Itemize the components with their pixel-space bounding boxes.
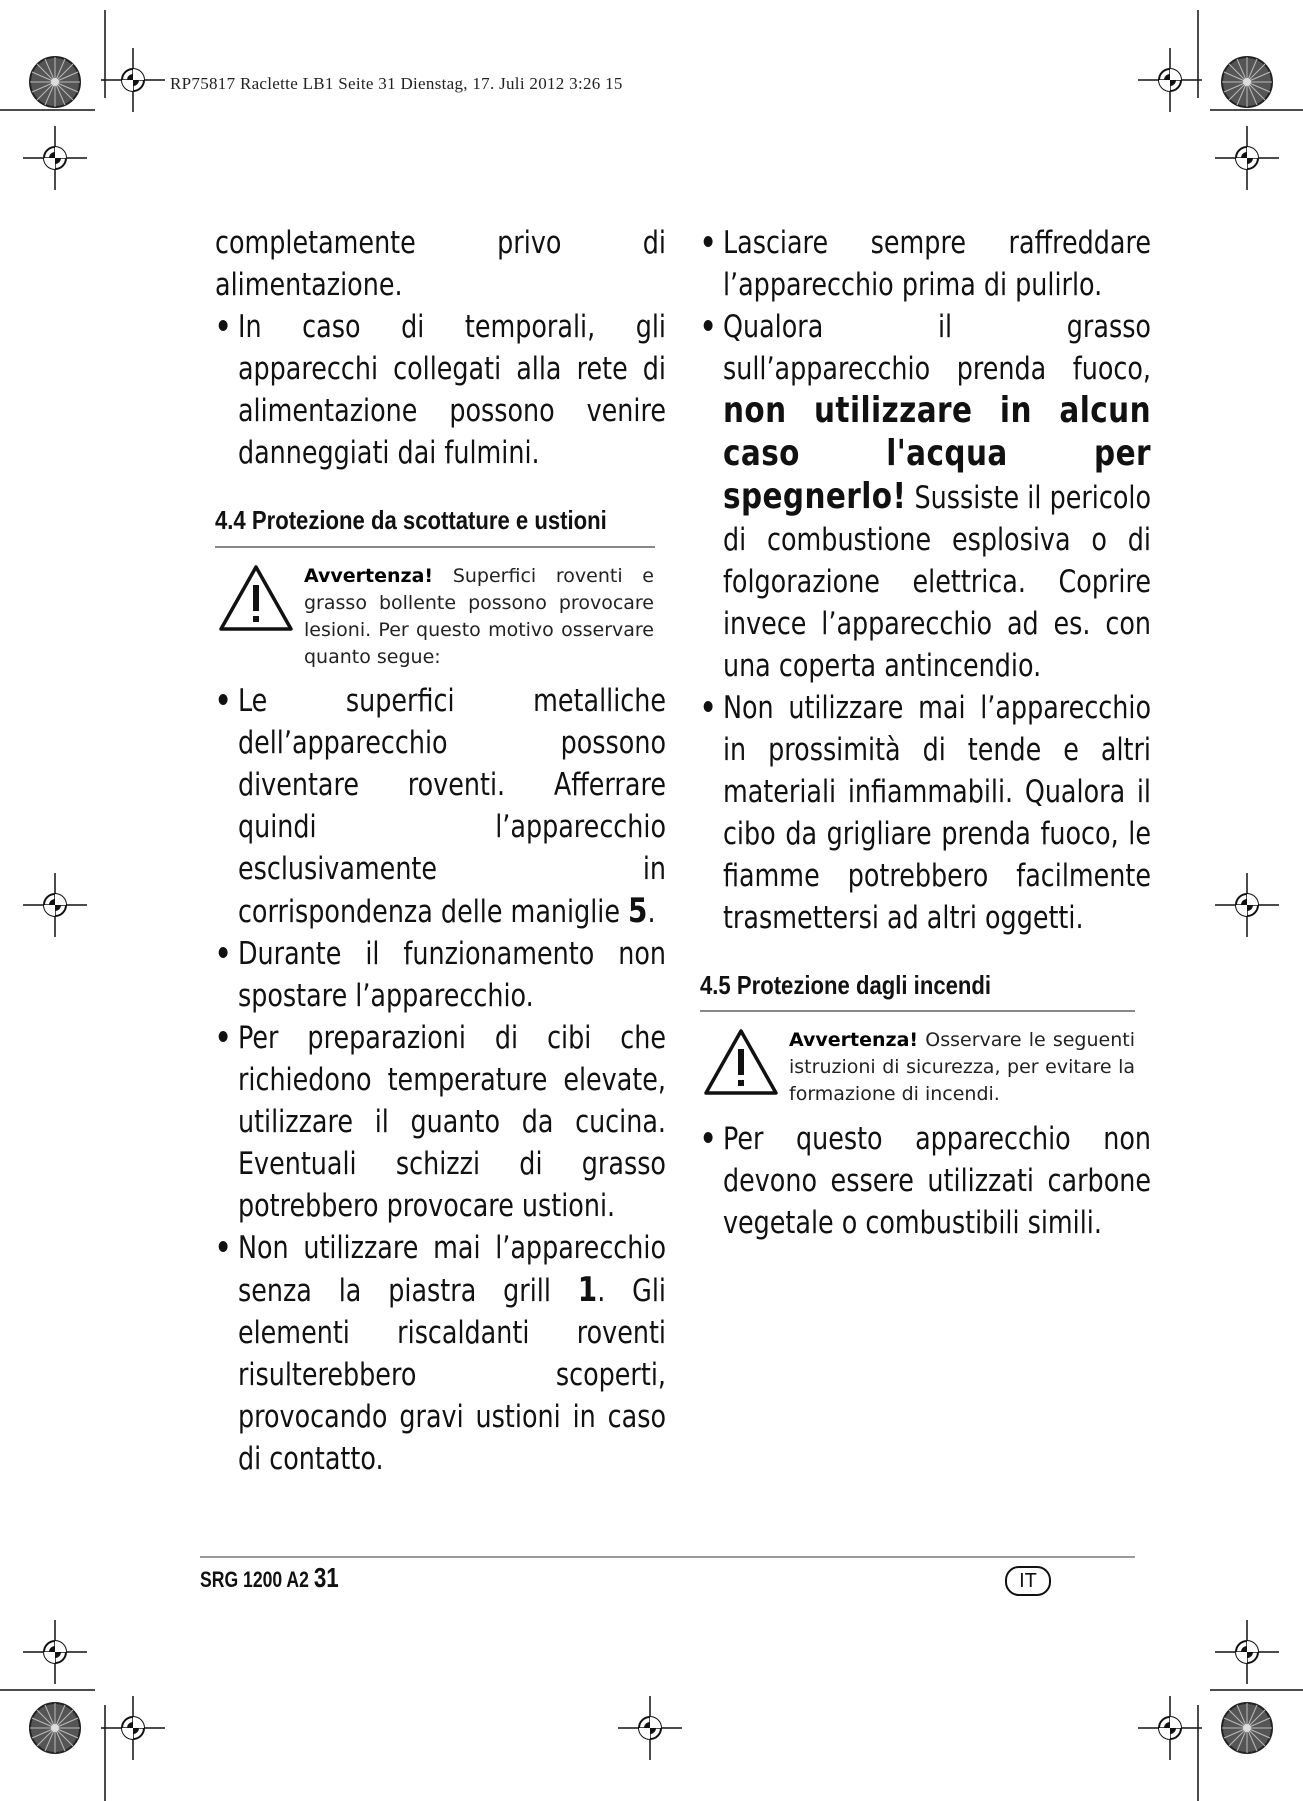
section-heading-4-4: 4.4 Protezione da scottature e ustioni xyxy=(215,505,607,535)
list-item-text: Non utilizzare mai l’apparecchio senza la piastra grill xyxy=(237,1230,666,1309)
list-item-text: Qualora il grasso sull’apparecchio prenda fuoco, xyxy=(722,309,1151,387)
list-item-text: Per preparazioni di cibi che richiedono temperature elevate, utilizzare il guanto da cucina. Eventuali schizzi di grasso potrebbero provocare ustioni. xyxy=(237,1020,666,1224)
footer-rule xyxy=(200,1556,1135,1558)
list-item-text-end: . xyxy=(647,894,656,930)
print-slug: RP75817 Raclette LB1 Seite 31 Dienstag, 17. Juli 2012 3:26 15 xyxy=(170,74,623,93)
section-heading-4-5: 4.5 Protezione dagli incendi xyxy=(700,970,992,1000)
registration-mark-icon xyxy=(23,873,87,937)
list-item xyxy=(700,306,1151,687)
warning-text xyxy=(789,1027,1135,1108)
right-column xyxy=(700,222,1151,939)
bullet-icon: • xyxy=(215,1230,232,1266)
list-item xyxy=(700,222,1151,306)
page-number: 31 xyxy=(313,1562,339,1593)
right-body-lower xyxy=(700,1118,1151,1244)
registration-mark-icon xyxy=(1138,48,1202,112)
bullet-icon: • xyxy=(215,936,232,972)
bullet-icon: • xyxy=(215,1020,232,1056)
warning-triangle-icon xyxy=(703,1027,779,1097)
list-item xyxy=(215,1017,666,1227)
registration-mark-icon xyxy=(1215,126,1279,190)
registration-mark-icon xyxy=(101,1696,165,1760)
list-item-text-cont: Sussiste il pericolo di combustione esplosiva o di folgorazione elettrica. Coprire invece l’apparecchio ad es. con una coperta antincendio. xyxy=(722,480,1151,684)
registration-mark-icon xyxy=(1138,1696,1202,1760)
footer-model xyxy=(200,1562,339,1594)
model-number: SRG 1200 A2 xyxy=(200,1567,314,1592)
bullet-icon: • xyxy=(700,1121,717,1157)
part-ref-1: 1 xyxy=(577,1270,598,1310)
registration-mark-icon xyxy=(618,1696,682,1760)
registration-mark-icon xyxy=(1215,873,1279,937)
list-item-text: Lasciare sempre raffreddare l’apparecchio prima di pulirlo. xyxy=(722,225,1151,303)
list-item-text: Durante il funzionamento non spostare l’apparecchio. xyxy=(237,936,666,1014)
registration-mark-icon xyxy=(1215,1620,1279,1684)
bullet-icon: • xyxy=(700,690,717,726)
color-wheel-icon xyxy=(1222,1703,1272,1753)
color-wheel-icon xyxy=(30,57,80,107)
list-item-text: In caso di temporali, gli apparecchi collegati alla rete di alimentazione possono venire danneggiati dai fulmini. xyxy=(237,309,666,471)
section-rule xyxy=(700,1010,1135,1012)
warning-body: Superfici roventi e grasso bollente possono provocare lesioni. Per questo motivo osservare quanto segue: xyxy=(304,565,654,668)
list-item xyxy=(700,687,1151,939)
color-wheel-icon xyxy=(30,1703,80,1753)
warning-triangle-icon xyxy=(218,563,294,633)
color-wheel-icon xyxy=(1222,57,1272,107)
warning-text xyxy=(304,563,654,671)
bullet-icon: • xyxy=(215,309,232,345)
left-body-upper xyxy=(215,222,666,474)
right-body-upper xyxy=(700,222,1151,939)
list-item xyxy=(215,680,666,933)
list-item xyxy=(215,1227,666,1480)
left-column xyxy=(215,222,666,474)
bullet-icon: • xyxy=(700,309,717,345)
part-ref-5: 5 xyxy=(628,891,648,931)
warning-box-4-5 xyxy=(703,1027,1135,1108)
right-column-lower xyxy=(700,1118,1151,1244)
warning-body: Osservare le seguenti istruzioni di sicurezza, per evitare la formazione di incendi. xyxy=(789,1029,1135,1105)
registration-mark-icon xyxy=(101,48,165,112)
list-item xyxy=(700,1118,1151,1244)
bullet-icon: • xyxy=(700,225,717,261)
language-badge: IT xyxy=(1005,1566,1051,1596)
list-item-text: Non utilizzare mai l’apparecchio in prossimità di tende e altri materiali infiammabili. Qualora il cibo da grigliare prenda fuoco, le fiamme potrebbero facilmente trasmettersi ad altri oggetti. xyxy=(722,690,1151,936)
warning-label: Avvertenza! xyxy=(304,565,434,587)
registration-mark-icon xyxy=(23,1620,87,1684)
list-item-text: Le superfici metalliche dell’apparecchio possono diventare roventi. Afferrare quindi l’apparecchio esclusivamente in corrispondenza delle maniglie xyxy=(237,683,666,930)
warning-label: Avvertenza! xyxy=(789,1029,919,1051)
intro-text: completamente privo di alimentazione. xyxy=(215,225,666,303)
warning-box-4-4 xyxy=(218,563,654,671)
list-item xyxy=(215,933,666,1017)
left-column-lower xyxy=(215,680,666,1480)
section-rule xyxy=(215,546,655,548)
emphasis-text: non utilizzare in alcun caso l'acqua per spegnerlo! xyxy=(722,390,1151,517)
list-item-text-end: . Gli elementi riscaldanti roventi risulterebbero scoperti, provocando gravi ustioni in caso di contatto. xyxy=(237,1273,666,1477)
registration-mark-icon xyxy=(23,126,87,190)
list-item-text: Per questo apparecchio non devono essere utilizzati carbone vegetale o combustibili simili. xyxy=(722,1121,1151,1241)
bullet-icon: • xyxy=(215,683,232,719)
list-item xyxy=(215,306,666,474)
left-body-lower xyxy=(215,680,666,1480)
